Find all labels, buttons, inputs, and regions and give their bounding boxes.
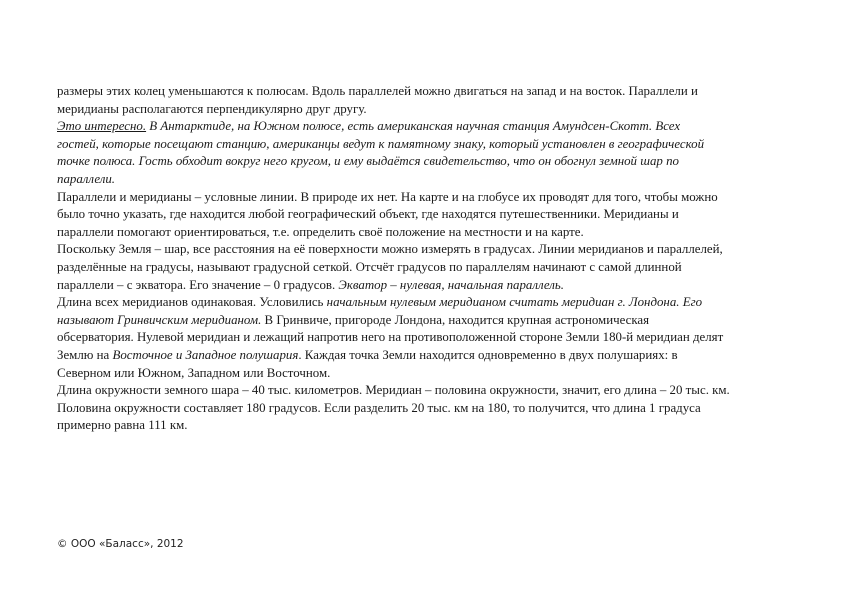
text-line xyxy=(57,171,787,189)
text-line xyxy=(57,365,787,383)
text-line xyxy=(57,312,787,330)
text-segment: параллели помогают ориентироваться, т.е. определить своё положение на местности и на карте. xyxy=(57,224,584,239)
body-text xyxy=(57,83,787,435)
text-segment: разделённые на градусы, называют градусной сеткой. Отсчёт градусов по параллелям начинают с самой длинной xyxy=(57,259,682,274)
text-segment: В Антарктиде, на Южном полюсе, есть американская научная станция Амундсен-Скотт. Всех xyxy=(146,119,681,134)
text-segment: Восточное и Западное полушария xyxy=(112,347,299,362)
text-segment: обсерватория. Нулевой меридиан и лежащий напротив него на противоположенной стороне Земли 180-й меридиан делят xyxy=(57,330,724,345)
text-line xyxy=(57,153,787,171)
text-segment: Экватор – нулевая, начальная параллель. xyxy=(338,277,565,292)
text-line xyxy=(57,347,787,365)
text-segment: Половина окружности составляет 180 градусов. Если разделить 20 тыс. км на 180, то получится, что длина 1 градуса xyxy=(57,400,701,415)
text-segment: Длина окружности земного шара – 40 тыс. километров. Меридиан – половина окружности, значит, его длина – 20 тыс. км. xyxy=(57,383,730,398)
text-segment: параллели. xyxy=(57,171,116,186)
text-segment: называют Гринвичским меридианом. xyxy=(57,312,262,327)
text-line xyxy=(57,277,787,295)
text-line xyxy=(57,224,787,242)
text-line xyxy=(57,329,787,347)
text-segment: точке полюса. Гость обходит вокруг него кругом, и ему выдаётся свидетельство, что он обогнул земной шар по xyxy=(57,154,679,169)
text-line xyxy=(57,136,787,154)
text-line xyxy=(57,417,787,435)
text-segment: Поскольку Земля – шар, все расстояния на её поверхности можно измерять в градусах. Линии меридианов и параллелей, xyxy=(57,242,723,257)
text-line xyxy=(57,382,787,400)
text-line xyxy=(57,400,787,418)
text-segment: . Каждая точка Земли находится одновременно в двух полушариях: в xyxy=(298,347,678,362)
text-line xyxy=(57,83,787,101)
text-line xyxy=(57,294,787,312)
text-segment: В Гринвиче, пригороде Лондона, находится крупная астрономическая xyxy=(261,312,650,327)
copyright-footer: © ООО «Баласс», 2012 xyxy=(57,538,184,550)
text-line xyxy=(57,259,787,277)
text-segment: гостей, которые посещают станцию, американцы ведут к памятному знаку, который установлен в географической xyxy=(57,136,705,151)
text-segment: начальным нулевым меридианом считать меридиан г. Лондона. Его xyxy=(326,295,703,310)
text-line xyxy=(57,118,787,136)
text-line xyxy=(57,101,787,119)
text-segment: было точно указать, где находится любой географический объект, где находятся путешественники. Меридианы и xyxy=(57,207,679,222)
text-segment: Длина всех меридианов одинаковая. Условились xyxy=(57,295,327,310)
text-segment: Северном или Южном, Западном или Восточном. xyxy=(57,365,331,380)
text-segment: Землю на xyxy=(57,347,113,362)
text-line xyxy=(57,241,787,259)
text-segment: примерно равна 111 км. xyxy=(57,418,188,433)
text-line xyxy=(57,189,787,207)
text-segment: параллели – с экватора. Его значение – 0 градусов. xyxy=(57,277,339,292)
text-segment: меридианы располагаются перпендикулярно друг другу. xyxy=(57,101,367,116)
text-line xyxy=(57,206,787,224)
text-segment: Это интересно. xyxy=(57,119,147,134)
text-segment: размеры этих колец уменьшаются к полюсам. Вдоль параллелей можно двигаться на запад и на восток. Параллели и xyxy=(57,84,698,98)
text-segment: Параллели и меридианы – условные линии. В природе их нет. На карте и на глобусе их проводят для того, чтобы можно xyxy=(57,189,718,204)
